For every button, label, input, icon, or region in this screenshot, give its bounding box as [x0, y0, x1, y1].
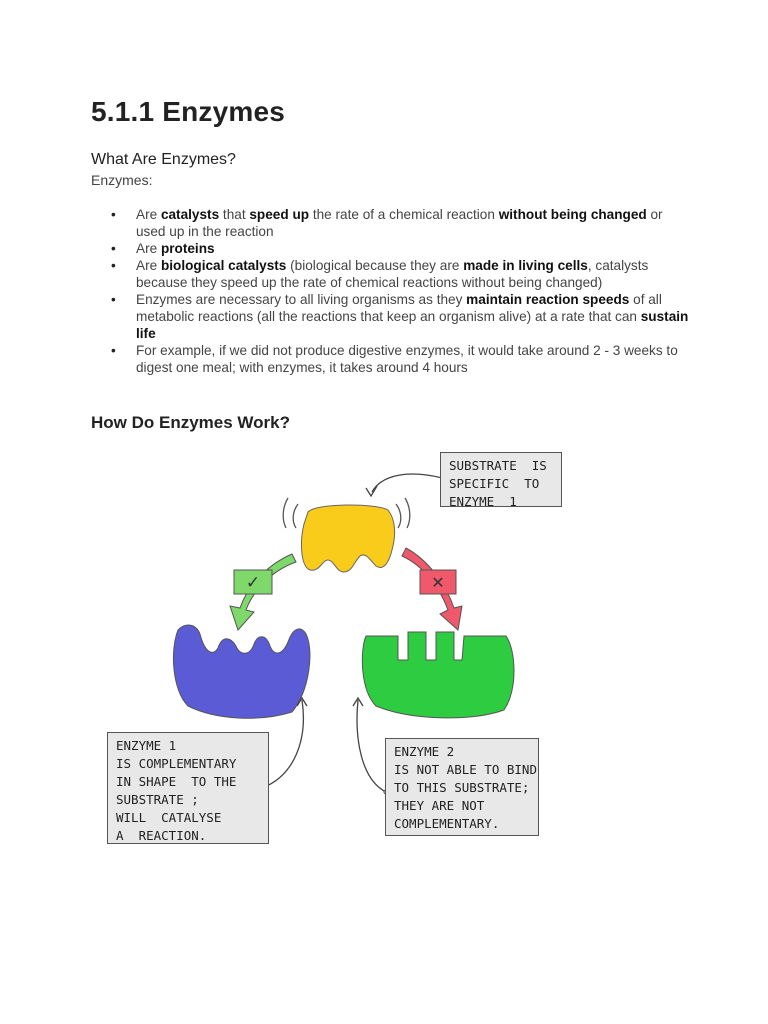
- intro-text: Enzymes:: [91, 172, 153, 188]
- bold-term: made in living cells: [463, 258, 588, 273]
- page-title: 5.1.1 Enzymes: [91, 96, 286, 127]
- enzyme2-shape: [362, 632, 514, 718]
- correct-mark: ✓: [245, 573, 261, 593]
- text-segment: For example, if we did not produce digestive enzymes, it would take around 2 - 3 weeks to digest one meal; with enzymes, it takes around 4 hours: [136, 343, 678, 375]
- text-segment: or used up in the reaction: [136, 207, 663, 239]
- bold-term: speed up: [249, 207, 310, 222]
- bold-term: biological catalysts: [160, 258, 287, 273]
- text-segment: Are: [136, 241, 161, 256]
- substrate-pointer-arrow: [372, 474, 442, 492]
- text-segment: , catalysts because they speed up the rate of chemical reactions without being changed): [136, 258, 649, 290]
- enzyme-facts-list: [91, 206, 691, 376]
- enzyme1-shape: [173, 625, 309, 718]
- enzyme2-note: ENZYME 2 IS NOT ABLE TO BIND TO THIS SUBSTRATE; THEY ARE NOT COMPLEMENTARY.: [385, 738, 539, 836]
- list-item: [91, 240, 691, 257]
- bold-term: catalysts: [160, 207, 220, 222]
- bold-term: without being changed: [498, 207, 647, 222]
- text-segment: Are: [136, 258, 161, 273]
- substrate-shape: [302, 505, 395, 572]
- section-heading-how-enzymes-work: How Do Enzymes Work?: [91, 413, 290, 432]
- substrate-note: SUBSTRATE IS SPECIFIC TO ENZYME 1: [440, 452, 562, 507]
- arrowhead: [366, 486, 377, 496]
- list-item: [91, 342, 691, 376]
- wrong-mark: ✕: [431, 573, 445, 592]
- text-segment: Are: [136, 207, 161, 222]
- section-heading-what-are-enzymes: What Are Enzymes?: [91, 151, 236, 168]
- text-segment: that: [219, 207, 250, 222]
- bold-term: sustain life: [136, 309, 689, 341]
- bold-term: proteins: [160, 241, 215, 256]
- text-segment: the rate of a chemical reaction: [309, 207, 499, 222]
- list-item: [91, 291, 691, 342]
- text-segment: (biological because they are: [286, 258, 464, 273]
- enzyme2-pointer-arrow: [357, 700, 386, 792]
- list-item: [91, 206, 691, 240]
- enzyme1-note: ENZYME 1 IS COMPLEMENTARY IN SHAPE TO THE SUBSTRATE ; WILL CATALYSE A REACTION.: [107, 732, 269, 844]
- bold-term: maintain reaction speeds: [466, 292, 630, 307]
- text-segment: Enzymes are necessary to all living organisms as they: [136, 292, 467, 307]
- list-item: [91, 257, 691, 291]
- text-segment: of all metabolic reactions (all the reactions that keep an organism alive) at a rate that can: [136, 292, 662, 324]
